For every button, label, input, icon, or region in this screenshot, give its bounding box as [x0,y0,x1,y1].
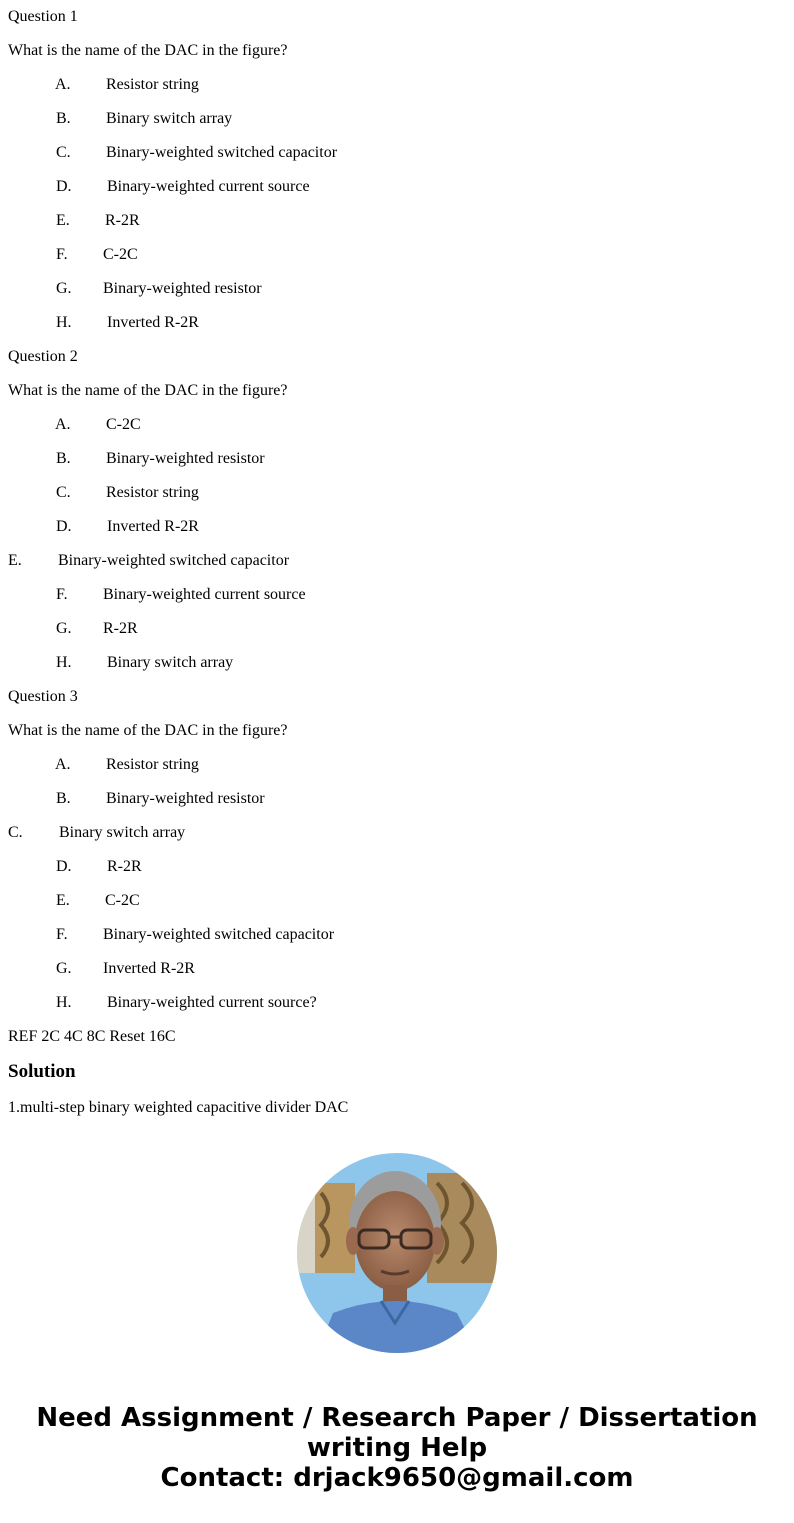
option-letter: G. [56,620,72,637]
q3-option-h [8,991,786,1025]
solution-text: 1.multi-step binary weighted capacitive divider DAC [8,1099,349,1116]
option-letter: E. [56,212,70,229]
q3-option-g [8,957,786,991]
option-text: R-2R [105,212,140,229]
option-letter: G. [56,280,72,297]
footer-line-1: Need Assignment / Research Paper / Dissertation [36,1403,758,1433]
question-2-prompt: What is the name of the DAC in the figure? [8,382,288,399]
q2-option-c [8,481,786,515]
option-text: Binary switch array [59,824,186,841]
q1-option-b [8,107,786,141]
option-letter: B. [56,790,71,807]
author-photo [297,1153,497,1353]
q2-option-g [8,617,786,651]
option-text: R-2R [103,620,138,637]
option-text: Binary-weighted current source [107,178,310,195]
contact-footer [0,1403,794,1493]
q3-option-b [8,787,786,821]
q3-option-e [8,889,786,923]
option-text: Binary-weighted current source? [107,994,317,1011]
portrait-image [297,1153,497,1353]
option-text: Binary-weighted switched capacitor [103,926,335,943]
question-1-title: Question 1 [8,8,78,25]
option-text: Binary-weighted resistor [106,450,265,467]
option-letter: G. [56,960,72,977]
option-text: Inverted R-2R [107,314,199,331]
option-text: Binary-weighted resistor [103,280,262,297]
option-text: C-2C [106,416,141,433]
option-text: Inverted R-2R [107,518,199,535]
option-letter: E. [8,552,22,569]
option-letter: B. [56,450,71,467]
footer-line-3: Contact: drjack9650@gmail.com [160,1463,634,1493]
option-letter: A. [55,756,71,773]
document-body [8,5,786,1130]
q2-option-a [8,413,786,447]
q1-option-e [8,209,786,243]
option-letter: A. [55,416,71,433]
question-3-title: Question 3 [8,688,78,705]
option-text: Resistor string [106,756,199,773]
option-letter: E. [56,892,70,909]
solution-heading: Solution [8,1061,76,1082]
option-letter: H. [56,654,72,671]
q1-option-d [8,175,786,209]
question-3-prompt: What is the name of the DAC in the figure? [8,722,288,739]
option-text: Binary-weighted current source [103,586,306,603]
q1-option-g [8,277,786,311]
option-text: Resistor string [106,484,199,501]
option-letter: C. [56,484,71,501]
q1-option-f [8,243,786,277]
option-text: C-2C [103,246,138,263]
option-letter: C. [56,144,71,161]
q1-option-h [8,311,786,345]
option-letter: F. [56,586,68,603]
option-text: Binary-weighted switched capacitor [58,552,290,569]
option-letter: F. [56,246,68,263]
option-text: Inverted R-2R [103,960,195,977]
q1-option-c [8,141,786,175]
option-text: C-2C [105,892,140,909]
option-text: Binary-weighted switched capacitor [106,144,338,161]
figure-labels-line: REF 2C 4C 8C Reset 16C [8,1028,176,1045]
q2-option-b [8,447,786,481]
q2-option-h [8,651,786,685]
q2-option-f [8,583,786,617]
option-text: Resistor string [106,76,199,93]
option-letter: B. [56,110,71,127]
option-letter: F. [56,926,68,943]
option-letter: D. [56,178,72,195]
q3-option-c [8,821,786,855]
option-letter: A. [55,76,71,93]
option-letter: H. [56,994,72,1011]
option-letter: H. [56,314,72,331]
q2-option-d [8,515,786,549]
question-1-prompt: What is the name of the DAC in the figure? [8,42,288,59]
q2-option-e [8,549,786,583]
option-text: Binary switch array [107,654,234,671]
q1-option-a [8,73,786,107]
option-letter: C. [8,824,23,841]
question-2-title: Question 2 [8,348,78,365]
option-text: R-2R [107,858,142,875]
option-letter: D. [56,858,72,875]
option-letter: D. [56,518,72,535]
q3-option-d [8,855,786,889]
option-text: Binary switch array [106,110,233,127]
option-text: Binary-weighted resistor [106,790,265,807]
q3-option-f [8,923,786,957]
footer-line-2: writing Help [306,1433,488,1463]
q3-option-a [8,753,786,787]
